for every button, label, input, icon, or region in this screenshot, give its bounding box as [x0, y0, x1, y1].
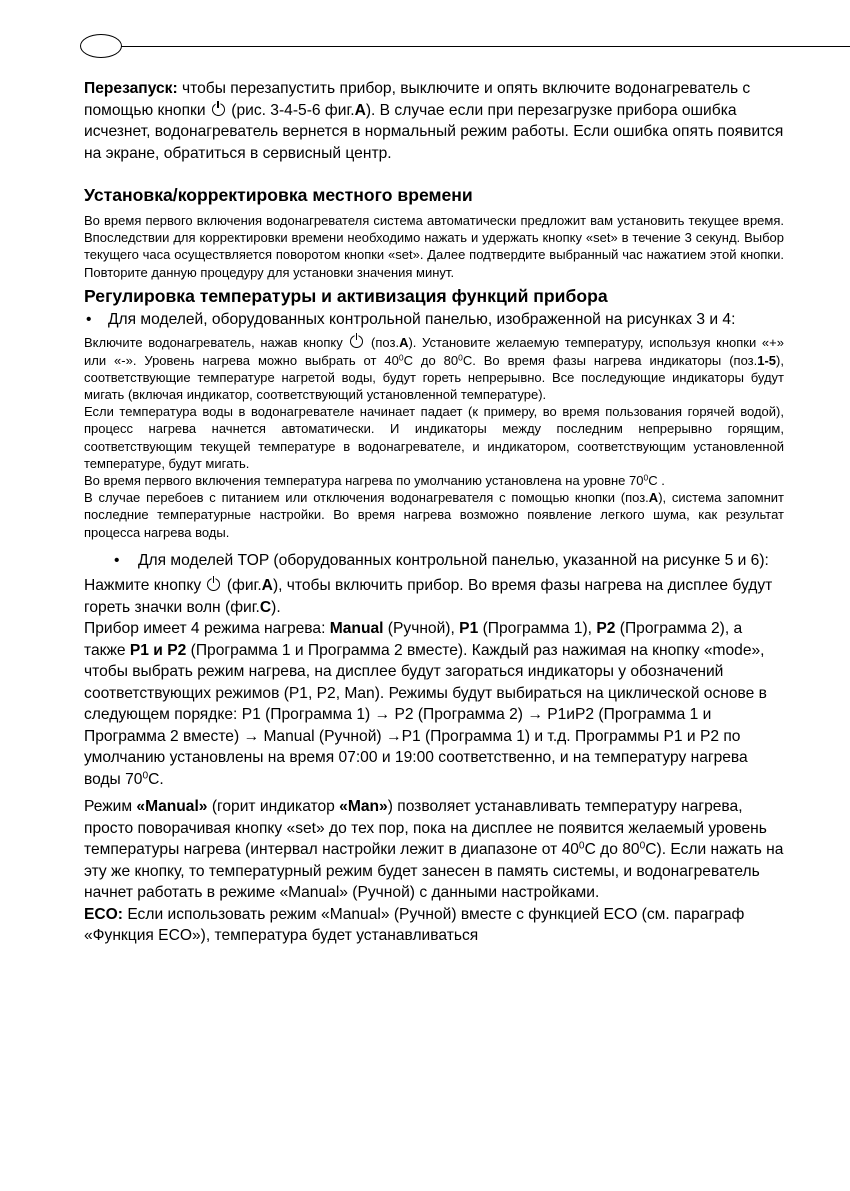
- power-icon: [212, 103, 225, 116]
- temp-section-title: Регулировка температуры и активизация функций прибора: [84, 285, 608, 306]
- temp-paragraph-3: Во время первого включения температура нагрева по умолчанию установлена на уровне $70^0C$ .: [84, 472, 665, 488]
- temp-paragraph-4: В случае перебоев с питанием или отключения водонагревателя с помощью кнопки (поз.A), система запомнит последние температурные настройки. Во время нагрева возможно появление легкого шума, как результат процесса нагрева воды.: [84, 490, 784, 540]
- bullet-models-top: • Для моделей TOP (оборудованных контрольной панелью, указанной на рисунке 5 и 6):: [84, 550, 784, 572]
- power-icon: [207, 578, 220, 591]
- top-paragraph-1: Нажмите кнопку (фиг.A), чтобы включить прибор. Во время фазы нагрева на дисплее будут гореть значки волн (фиг.C).: [84, 577, 773, 616]
- top-paragraph-3: Режим «Manual» (горит индикатор «Man») позволяет устанавливать температуру нагрева, просто поворачивая кнопку «set» до тех пор, пока на дисплее не появится желаемый уровень температуры нагрева (интервал настройки лежит в диапазоне от $40^0C$ до $80^0C$). Если нажать на эту же кнопку, то температурный режим будет занесен в память системы, и водонагреватель начнет работать в режиме «Manual» (Ручной) с данными настройками.: [84, 798, 784, 902]
- time-section-title: Установка/корректировка местного времени: [84, 185, 473, 205]
- arrow-right-icon: →: [243, 727, 260, 745]
- bullet-models-3-4: • Для моделей, оборудованных контрольной панелью, изображенной на рисунках 3 и 4:: [84, 309, 784, 331]
- top-paragraph-2: Прибор имеет 4 режима нагрева: Manual (Ручной), P1 (Программа 1), P2 (Программа 2), а также P1 и P2 (Программа 1 и Программа 2 вместе). Каждый раз нажимая на кнопку «mode», чтобы выбрать режим нагрева, на дисплее будут загораться индикаторы у обозначений соответствующих режимов (P1, P2, Man). Режимы будут выбираться на циклической основе в следующем порядке: P1 (Программа 1) → P2 (Программа 2) → P1иP2 (Программа 1 и Программа 2 вместе) → Manual (Ручной) →P1 (Программа 1) и т.д. Программы P1 и P2 по умолчанию установлены на время 07:00 и 19:00 соответственно, и на температуру нагрева воды $70^0C$.: [84, 620, 767, 788]
- arrow-right-icon: →: [385, 727, 402, 745]
- page-content: [84, 78, 784, 947]
- temp-paragraph-2: Если температура воды в водонагревателе начинает падает (к примеру, во время пользования горячей водой), процесс нагрева начнется автоматически. И индикаторы между последним непрерывно горящим, соответствующим текущей температуре в водонагревателе, и индикатором, соответствующим установленной температуре, будут мигать.: [84, 404, 784, 471]
- arrow-right-icon: →: [527, 706, 543, 724]
- eco-paragraph: ECO: Если использовать режим «Manual» (Ручной) вместе с функцией ECO (см. параграф «Функция ECO»), температура будет устанавливаться: [84, 905, 745, 945]
- restart-label: Перезапуск:: [84, 80, 178, 97]
- header-rule: [118, 46, 850, 47]
- temp-paragraph-1: Включите водонагреватель, нажав кнопку (поз.A). Установите желаемую температуру, используя кнопки «+» или «-». Уровень нагрева можно выбрать от $40^0C$ до $80^0C$. Во время фазы нагрева индикаторы (поз.1-5), соответствующие температуре нагретой воды, будут гореть непрерывно. Все последующие индикаторы будут мигать (включая индикатор, соответствующий установленной температуре).: [84, 335, 784, 402]
- page-number-oval: [80, 34, 122, 58]
- time-section-text: Во время первого включения водонагревателя система автоматически предложит вам установить текущее время. Впоследствии для корректировки времени необходимо нажать и удержать кнопку «set» в течение 3 секунд. Выбор текущего часа осуществляется поворотом кнопки «set». Далее подтвердите выбранный час нажатием этой кнопки. Повторите данную процедуру для установки значения минут.: [84, 213, 784, 280]
- restart-paragraph: Перезапуск: чтобы перезапустить прибор, выключите и опять включите водонагреватель с помощью кнопки (рис. 3-4-5-6 фиг.A). В случае если при перезагрузке прибора ошибка исчезнет, водонагреватель вернется в нормальный режим работы. Если ошибка опять появится на экране, обратиться в сервисный центр.: [84, 80, 784, 162]
- arrow-right-icon: →: [374, 706, 391, 724]
- power-icon: [350, 335, 363, 348]
- eco-label: ECO:: [84, 905, 123, 923]
